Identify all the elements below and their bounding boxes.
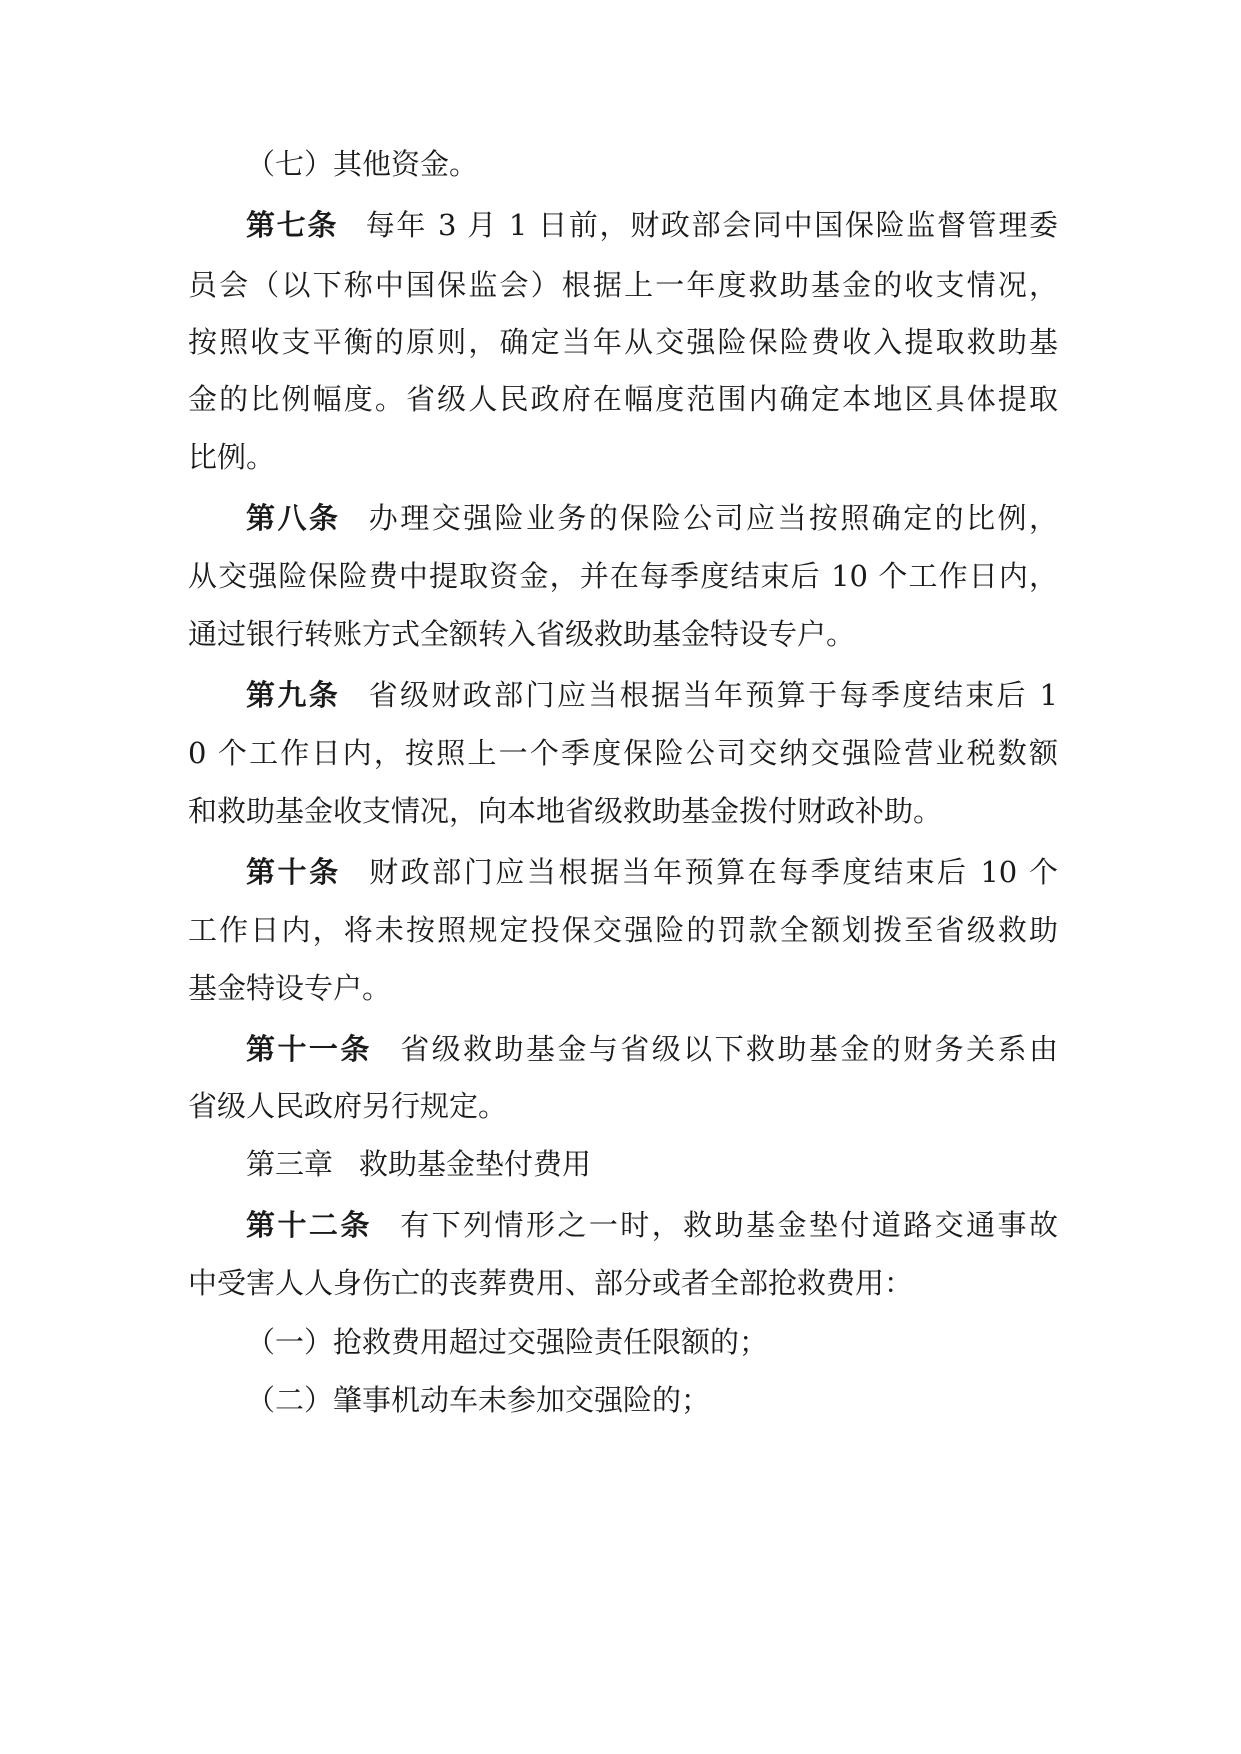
article-7-line-5: 比例。: [188, 440, 276, 474]
article-10-line-1: [246, 852, 1058, 892]
article-12-line-1: [246, 1205, 1058, 1245]
chapter-title: 救助基金垫付费用: [359, 1147, 592, 1181]
article-12-label: 第十二条: [246, 1208, 372, 1242]
article-9-line-1: [246, 675, 1058, 715]
chapter-label: 第三章: [246, 1147, 334, 1181]
article-11-text-1: 省级救助基金与省级以下救助基金的财务关系由: [397, 1032, 1058, 1066]
article-9-text-1: 省级财政部门应当根据当年预算于每季度结束后 1: [366, 678, 1058, 712]
article-10-line-3: 基金特设专户。: [188, 971, 392, 1005]
article-12-item-2: （二）肇事机动车未参加交强险的；: [246, 1383, 711, 1417]
chapter-heading: [246, 1144, 1058, 1184]
article-10-text-1: 财政部门应当根据当年预算在每季度结束后 10 个: [366, 855, 1058, 889]
article-11-line-2: 省级人民政府另行规定。: [188, 1089, 508, 1123]
article-8-line-3: 通过银行转账方式全额转入省级救助基金特设专户。: [188, 617, 856, 651]
article-11-line-1: [246, 1029, 1058, 1069]
article-12-line-2: 中受害人人身伤亡的丧葬费用、部分或者全部抢救费用：: [188, 1266, 914, 1300]
article-7-line-1: [246, 205, 1058, 245]
article-7-line-3: 按照收支平衡的原则，确定当年从交强险保险费收入提取救助基: [188, 325, 1058, 359]
article-10-label: 第十条: [246, 855, 341, 889]
article-8-line-1: [246, 498, 1058, 538]
article-9-line-3: 和救助基金收支情况，向本地省级救助基金拨付财政补助。: [188, 794, 943, 828]
article-8-text-1: 办理交强险业务的保险公司应当按照确定的比例，: [366, 501, 1058, 535]
list-item-7: （七）其他资金。: [246, 147, 479, 181]
article-12-text-1: 有下列情形之一时，救助基金垫付道路交通事故: [397, 1208, 1058, 1242]
article-8-line-2: 从交强险保险费中提取资金，并在每季度结束后 10 个工作日内，: [188, 559, 1058, 593]
article-7-label: 第七条: [246, 208, 339, 242]
article-12-item-1: （一）抢救费用超过交强险责任限额的；: [246, 1325, 769, 1359]
article-8-label: 第八条: [246, 501, 341, 535]
article-7-line-4: 金的比例幅度。省级人民政府在幅度范围内确定本地区具体提取: [188, 382, 1058, 416]
article-10-line-2: 工作日内，将未按照规定投保交强险的罚款全额划拨至省级救助: [188, 913, 1058, 947]
article-11-label: 第十一条: [246, 1032, 372, 1066]
article-7-line-2: 员会（以下称中国保监会）根据上一年度救助基金的收支情况，: [188, 268, 1058, 302]
article-7-text-1: 每年 3 月 1 日前，财政部会同中国保险监督管理委: [364, 208, 1058, 242]
article-9-line-2: 0 个工作日内，按照上一个季度保险公司交纳交强险营业税数额: [188, 736, 1058, 770]
article-9-label: 第九条: [246, 678, 341, 712]
